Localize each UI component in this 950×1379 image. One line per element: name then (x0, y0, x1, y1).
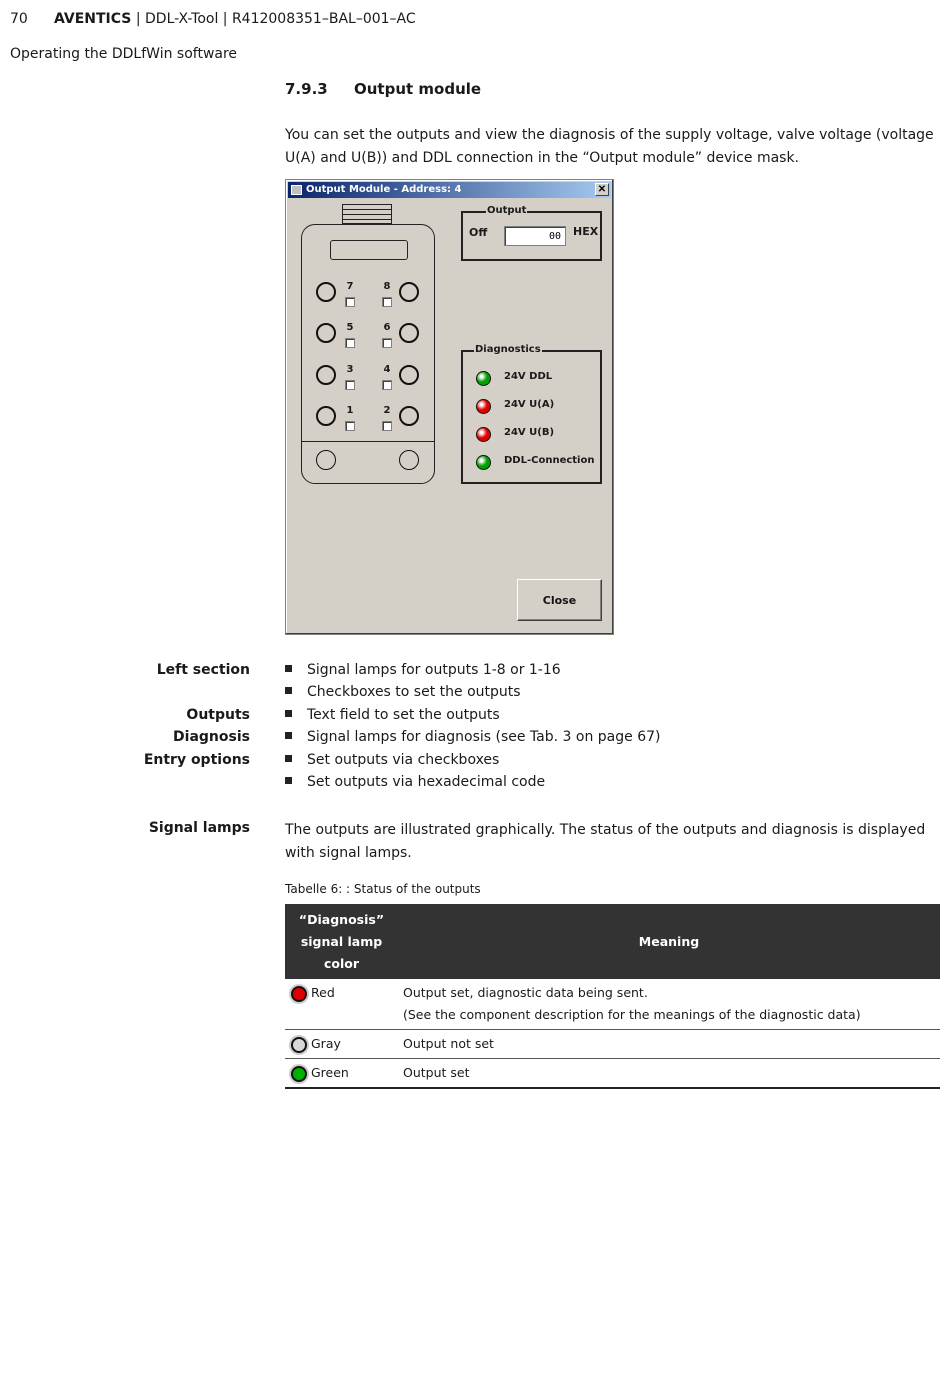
table-caption: Tabelle 6: : Status of the outputs (285, 882, 481, 896)
color-cell (285, 1059, 398, 1089)
meaning-line: (See the component description for the meanings of the diagnostic data) (403, 1007, 861, 1022)
output-lamp-4 (399, 365, 419, 385)
output-checkbox-1[interactable] (345, 421, 355, 431)
off-label: Off (469, 226, 488, 239)
diagnostics-group-label: Diagnostics (475, 344, 541, 355)
device-divider (302, 441, 434, 442)
diag-label-ddl-connection: DDL-Connection (504, 455, 595, 466)
dialog-title: Output Module - Address: 4 (306, 184, 462, 195)
output-lamp-5 (316, 323, 336, 343)
device-status-lamp-right (399, 450, 419, 470)
output-checkbox-4[interactable] (382, 380, 392, 390)
page-number: 70 (10, 11, 28, 27)
header-color-line2: signal lamp (300, 933, 383, 949)
header-color (285, 904, 398, 979)
device-display (330, 240, 408, 260)
hex-label: HEX (573, 225, 599, 238)
meaning-line: Output not set (403, 1036, 494, 1051)
bullet-text: Set outputs via checkboxes (307, 752, 500, 768)
red-lamp-icon (291, 986, 307, 1002)
bullet-text: Signal lamps for diagnosis (see Tab. 3 on page 67) (307, 729, 661, 745)
output-module-dialog (285, 179, 614, 635)
color-cell (285, 979, 398, 1030)
label-entry-options: Entry options (143, 752, 250, 768)
output-checkbox-6[interactable] (382, 338, 392, 348)
bullet-text: Set outputs via hexadecimal code (307, 774, 546, 790)
label-diagnosis: Diagnosis (173, 729, 250, 745)
bullet-text: Text field to set the outputs (307, 707, 500, 723)
bullet-item (285, 774, 545, 790)
checkbox-label-6: 6 (383, 322, 391, 333)
color-name: Green (311, 1065, 349, 1080)
device-status-lamp-left (316, 450, 336, 470)
output-checkbox-8[interactable] (382, 297, 392, 307)
diag-led-24v-ua (476, 399, 491, 414)
checkbox-label-7: 7 (346, 281, 354, 292)
status-table (285, 904, 940, 1089)
header-color-line3: color (323, 955, 360, 971)
output-lamp-3 (316, 365, 336, 385)
diag-led-24v-ddl (476, 371, 491, 386)
page-header (10, 11, 416, 27)
checkbox-label-4: 4 (383, 364, 391, 375)
checkbox-label-3: 3 (346, 364, 354, 375)
brand-name: AVENTICS (54, 11, 132, 27)
diag-label-24v-ddl: 24V DDL (504, 371, 553, 382)
checkbox-label-8: 8 (383, 281, 391, 292)
meaning-cell (398, 1030, 940, 1059)
hex-output-input[interactable] (504, 226, 566, 246)
diag-label-24v-ua: 24V U(A) (504, 399, 555, 410)
label-signal-lamps: Signal lamps (148, 820, 250, 836)
diag-led-24v-ub (476, 427, 491, 442)
close-icon[interactable]: ✕ (595, 183, 609, 196)
output-lamp-7 (316, 282, 336, 302)
table-row (285, 1030, 940, 1059)
output-checkbox-3[interactable] (345, 380, 355, 390)
color-name: Gray (311, 1036, 341, 1051)
output-lamp-1 (316, 406, 336, 426)
diag-led-ddl-connection (476, 455, 491, 470)
bullet-item (285, 684, 521, 700)
green-lamp-icon (291, 1066, 307, 1082)
bullet-item (285, 729, 660, 745)
meaning-cell (398, 1059, 940, 1089)
label-left-section: Left section (156, 662, 250, 678)
color-cell (285, 1030, 398, 1059)
output-lamp-8 (399, 282, 419, 302)
section-number: 7.9.3 (285, 80, 328, 98)
intro-paragraph: You can set the outputs and view the diagnosis of the supply voltage, valve voltage (voltage U(A) and U(B)) and DDL connection in the “Output module” device mask. (285, 127, 934, 166)
bullet-text: Signal lamps for outputs 1-8 or 1-16 (307, 662, 561, 678)
label-outputs: Outputs (186, 707, 250, 723)
device-body (301, 224, 435, 484)
document-id: | DDL-X-Tool | R412008351–BAL–001–AC (135, 11, 416, 27)
table-row (285, 979, 940, 1030)
checkbox-label-1: 1 (346, 405, 354, 416)
diagnostics-group (461, 344, 602, 484)
checkbox-label-2: 2 (383, 405, 391, 416)
table-header-row (285, 904, 940, 979)
bullet-item (285, 707, 500, 723)
color-name: Red (311, 985, 335, 1000)
signal-lamps-paragraph: The outputs are illustrated graphically. The status of the outputs and diagnosis is displayed with signal lamps. (285, 822, 926, 861)
gray-lamp-icon (291, 1037, 307, 1053)
output-lamp-2 (399, 406, 419, 426)
window-icon (291, 185, 302, 195)
bullet-item (285, 662, 561, 678)
bullet-item (285, 752, 499, 768)
chapter-title: Operating the DDLfWin software (10, 46, 238, 62)
meaning-cell (398, 979, 940, 1030)
meaning-line: Output set (403, 1065, 470, 1080)
table-row (285, 1059, 940, 1089)
header-meaning: Meaning (398, 904, 940, 979)
header-color-line1: “Diagnosis” (298, 911, 385, 927)
output-group-label: Output (487, 205, 527, 216)
meaning-line: Output set, diagnostic data being sent. (403, 985, 648, 1000)
output-checkbox-5[interactable] (345, 338, 355, 348)
output-checkbox-2[interactable] (382, 421, 392, 431)
diag-label-24v-ub: 24V U(B) (504, 427, 555, 438)
device-connector (342, 204, 392, 224)
checkbox-label-5: 5 (346, 322, 354, 333)
output-checkbox-7[interactable] (345, 297, 355, 307)
dialog-titlebar (288, 182, 611, 198)
bullet-text: Checkboxes to set the outputs (307, 684, 521, 700)
close-button[interactable]: Close (517, 579, 602, 621)
section-title: Output module (354, 80, 482, 98)
output-group (461, 205, 602, 261)
output-lamp-6 (399, 323, 419, 343)
section-heading (285, 80, 481, 98)
